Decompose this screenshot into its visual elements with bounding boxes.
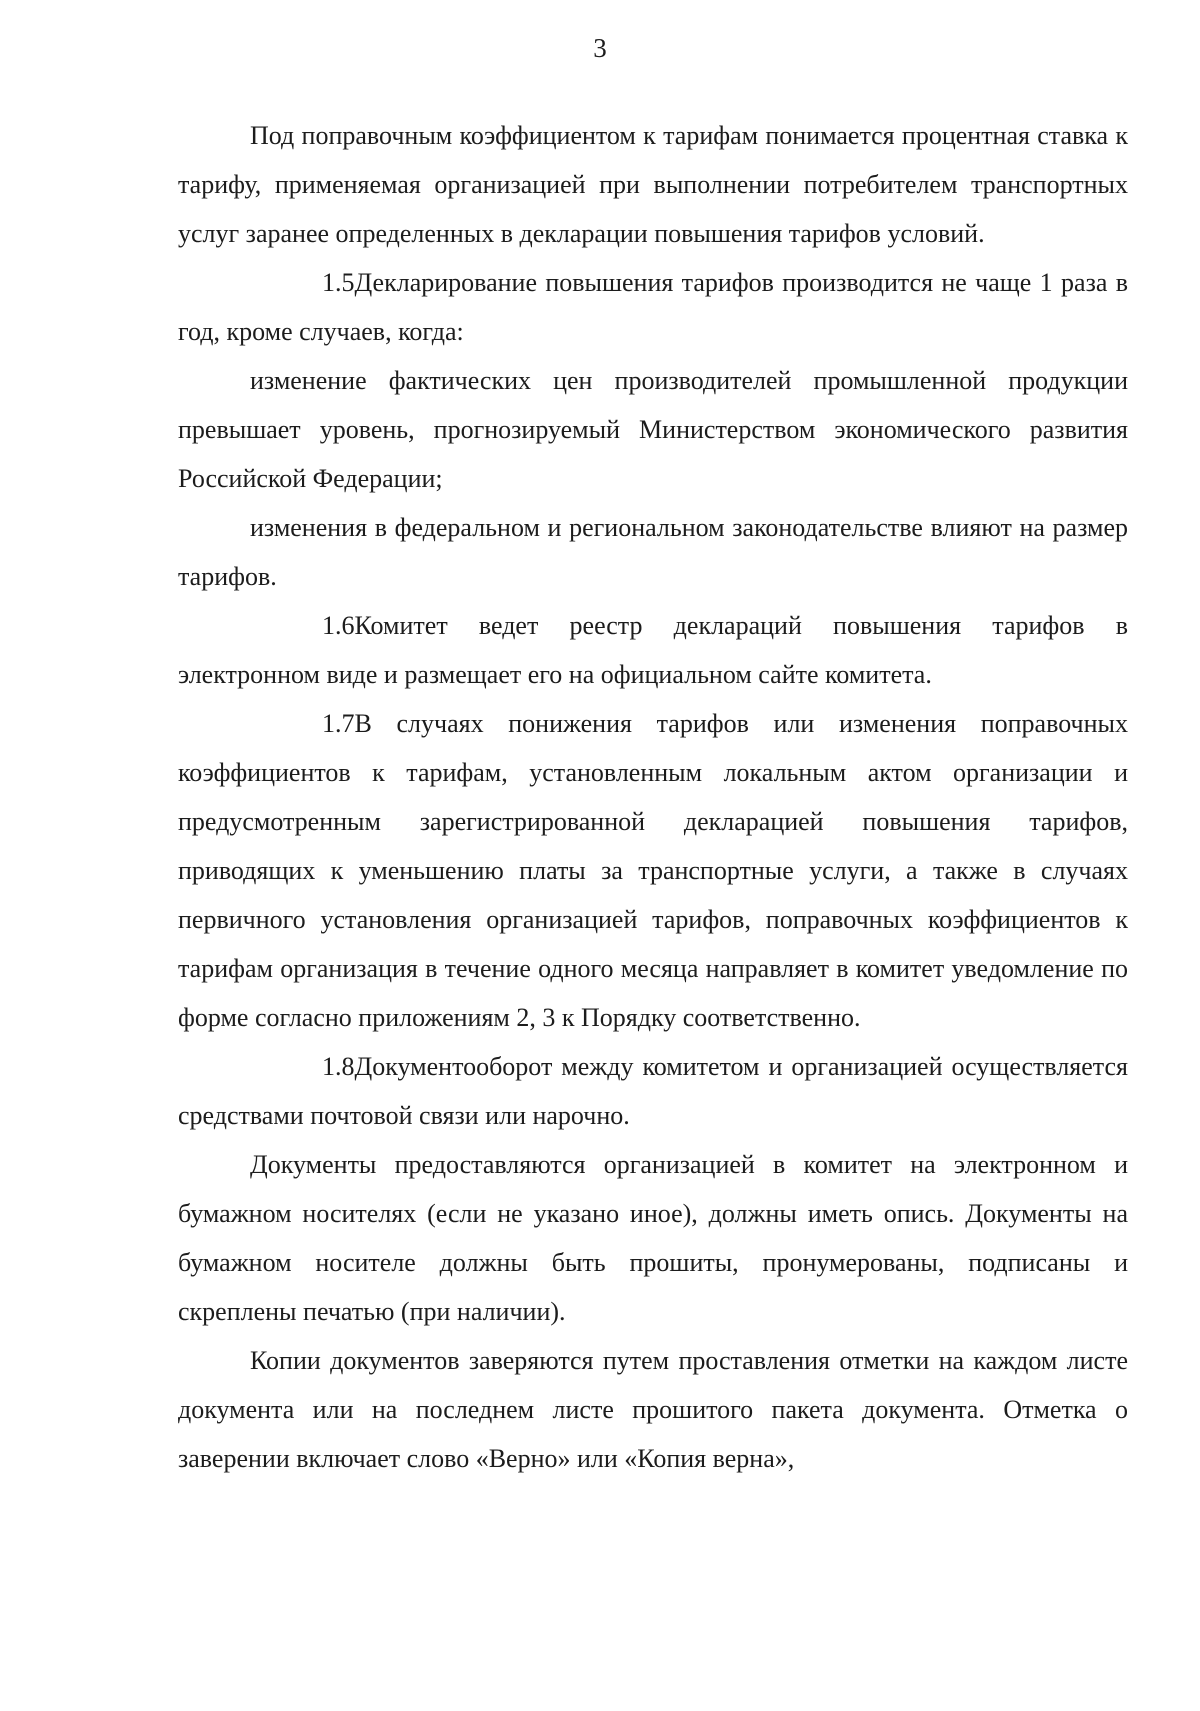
paragraph-copies-certification	[178, 1336, 1128, 1483]
paragraph-text: Декларирование повышения тарифов производится не чаще 1 раза в год, кроме случаев, когда:	[178, 268, 1128, 346]
paragraph-text: Копии документов заверяются путем проставления отметки на каждом листе документа или на последнем листе прошитого пакета документа. Отметка о заверении включает слово «Верно» или «Копия верна»,	[178, 1346, 1128, 1473]
paragraph-1-7	[178, 699, 1128, 1042]
paragraph-legislation-case	[178, 503, 1128, 601]
paragraph-text: Документы предоставляются организацией в комитет на электронном и бумажном носителях (если не указано иное), должны иметь опись. Документы на бумажном носителе должны быть прошиты, пронумерованы, подписаны и скреплены печатью (при наличии).	[178, 1150, 1128, 1326]
paragraph-1-5	[178, 258, 1128, 356]
paragraph-text: В случаях понижения тарифов или изменения поправочных коэффициентов к тарифам, установленным локальным актом организации и предусмотренным зарегистрированной декларацией повышения тарифов, приводящих к уменьшению платы за транспортные услуги, а также в случаях первичного установления организацией тарифов, поправочных коэффициентов к тарифам организация в течение одного месяца направляет в комитет уведомление по форме согласно приложениям 2, 3 к Порядку соответственно.	[178, 709, 1128, 1032]
paragraph-1-6	[178, 601, 1128, 699]
document-body	[178, 111, 1128, 1483]
clause-number: 1.7	[322, 709, 355, 738]
paragraph-1-8	[178, 1042, 1128, 1140]
paragraph-text: Документооборот между комитетом и организацией осуществляется средствами почтовой связи или нарочно.	[178, 1052, 1128, 1130]
paragraph-text: Комитет ведет реестр деклараций повышения тарифов в электронном виде и размещает его на официальном сайте комитета.	[178, 611, 1128, 689]
paragraph-price-change-case	[178, 356, 1128, 503]
paragraph-text: Под поправочным коэффициентом к тарифам понимается процентная ставка к тарифу, применяемая организацией при выполнении потребителем транспортных услуг заранее определенных в декларации повышения тарифов условий.	[178, 121, 1128, 248]
clause-number: 1.6	[322, 611, 355, 640]
paragraph-correction-coefficient	[178, 111, 1128, 258]
paragraph-text: изменение фактических цен производителей промышленной продукции превышает уровень, прогнозируемый Министерством экономического развития Российской Федерации;	[178, 366, 1128, 493]
clause-number: 1.5	[322, 268, 355, 297]
paragraph-text: изменения в федеральном и региональном законодательстве влияют на размер тарифов.	[178, 513, 1128, 591]
page-number: 3	[593, 33, 607, 63]
paragraph-documents-submission	[178, 1140, 1128, 1336]
clause-number: 1.8	[322, 1052, 355, 1081]
